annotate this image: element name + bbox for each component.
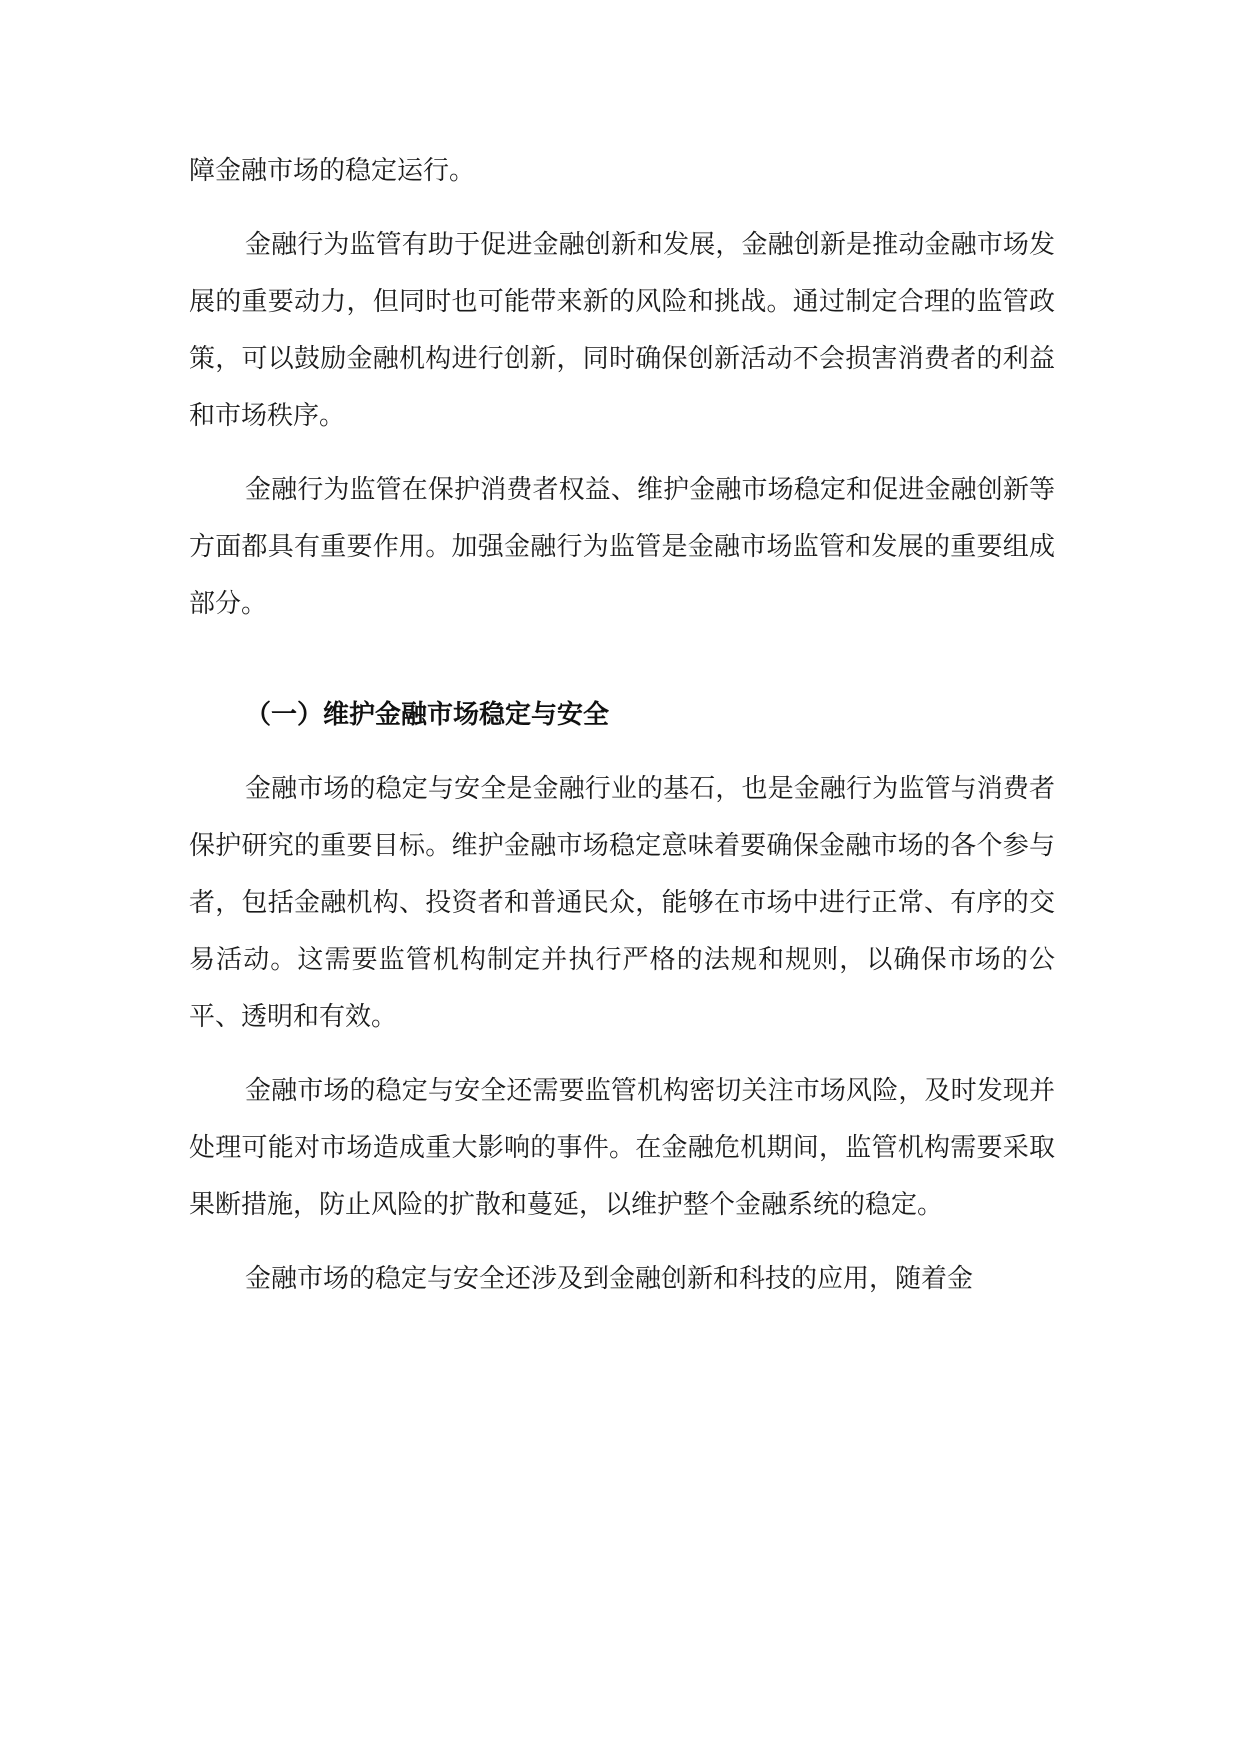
paragraph-innovation: 金融行为监管有助于促进金融创新和发展，金融创新是推动金融市场发展的重要动力，但同时也可能带来新的风险和挑战。通过制定合理的监管政策，可以鼓励金融机构进行创新，同时确保创新活动不会损害消费者的利益和市场秩序。 — [189, 230, 1055, 431]
section-heading: （一）维护金融市场稳定与安全 — [245, 700, 610, 730]
paragraph-risk-monitoring: 金融市场的稳定与安全还需要监管机构密切关注市场风险，及时发现并处理可能对市场造成重大影响的事件。在金融危机期间，监管机构需要采取果断措施，防止风险的扩散和蔓延，以维护整个金融系统的稳定。 — [189, 1076, 1055, 1220]
paragraph-summary: 金融行为监管在保护消费者权益、维护金融市场稳定和促进金融创新等方面都具有重要作用。加强金融行为监管是金融市场监管和发展的重要组成部分。 — [189, 475, 1055, 619]
document-body — [189, 143, 1055, 1308]
paragraph-stability-goal: 金融市场的稳定与安全是金融行业的基石，也是金融行为监管与消费者保护研究的重要目标。维护金融市场稳定意味着要确保金融市场的各个参与者，包括金融机构、投资者和普通民众，能够在市场中进行正常、有序的交易活动。这需要监管机构制定并执行严格的法规和规则，以确保市场的公平、透明和有效。 — [189, 774, 1055, 1032]
paragraph-continuation: 障金融市场的稳定运行。 — [189, 156, 476, 186]
paragraph-fintech: 金融市场的稳定与安全还涉及到金融创新和科技的应用，随着金 — [245, 1264, 974, 1294]
